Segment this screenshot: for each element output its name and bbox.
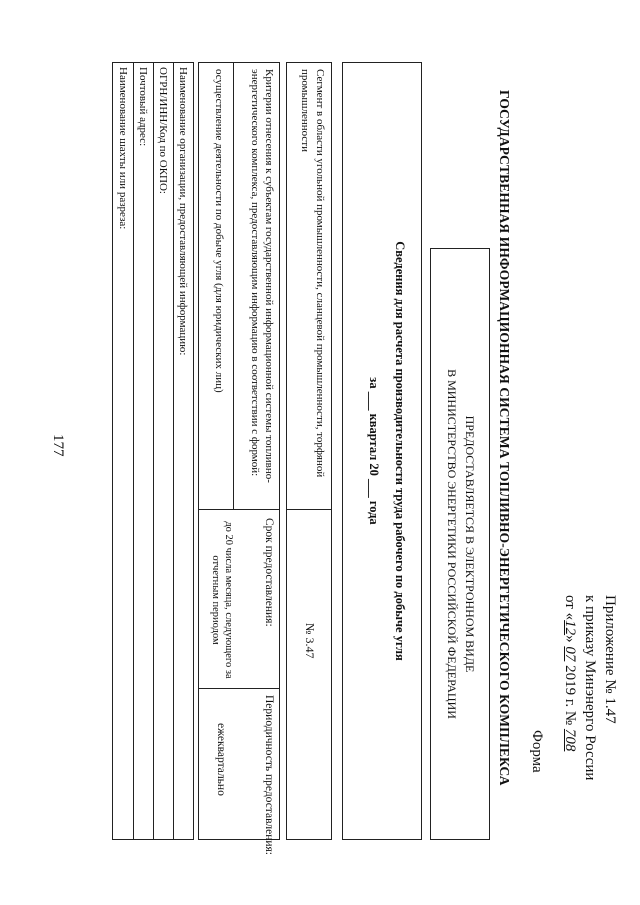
period-header: Периодичность предоставления: [263, 695, 275, 855]
appendix-date-line: от «12» 07 2019 г. № 708 [562, 595, 578, 752]
criteria-table [198, 62, 280, 855]
criteria-divider [233, 63, 234, 509]
term-header: Срок предоставления: [263, 518, 275, 627]
mine-name-field[interactable]: Наименование шахты или разреза: [117, 67, 129, 230]
report-period: за ___ квартал 20 ___ года [367, 377, 381, 525]
form-code: № 3.47 [303, 623, 317, 659]
organization-fields [112, 62, 194, 840]
system-title: ГОСУДАРСТВЕННАЯ ИНФОРМАЦИОННАЯ СИСТЕМА ТОПЛИВНО-ЭНЕРГЕТИЧЕСКОГО КОМПЛЕКСА [497, 90, 512, 786]
appendix-order-ref: к приказу Минэнерго России [582, 595, 598, 781]
org-name-field[interactable]: Наименование организации, предоставляющей информацию: [173, 63, 193, 839]
appendix-number: Приложение № 1.47 [602, 595, 618, 724]
segment-text: Сегмент в области угольной промышленности, сланцевой промышленности, торфяной промышленности [299, 69, 326, 478]
column-divider-2 [199, 688, 279, 689]
appendix-header [560, 595, 620, 815]
org-ids-field[interactable]: ОГРН/ИНН/Код по ОКПО: [153, 63, 173, 839]
period-value: ежеквартально [215, 723, 227, 796]
appendix-order-number: 708 [562, 728, 578, 752]
criteria-activity: осуществление деятельности по добыче угля (для юридических лиц) [213, 69, 225, 393]
form-label: Форма [529, 730, 545, 773]
term-value: до 20 числа месяца, следующего за отчетным периодом [210, 521, 234, 679]
submission-box [430, 248, 490, 840]
appendix-day: 12 [562, 620, 578, 636]
report-title: Сведения для расчета производительности труда рабочего по добыче угля [393, 241, 407, 661]
submission-line-1: ПРЕДОСТАВЛЯЕТСЯ В ЭЛЕКТРОННОМ ВИДЕ [463, 415, 477, 673]
postal-address-field[interactable]: Почтовый адрес: [133, 63, 153, 839]
submission-line-2: В МИНИСТЕРСТВО ЭНЕРГЕТИКИ РОССИЙСКОЙ ФЕДЕРАЦИИ [445, 369, 459, 719]
segment-divider [287, 509, 331, 510]
column-divider-1 [199, 509, 279, 510]
page-number: 177 [50, 434, 66, 457]
segment-box [286, 62, 332, 840]
criteria-text: Критерии отнесения к субъектам государственной информационной системы топливно-энергетического комплекса, предоставляющим информацию в соответствии с формой: [249, 69, 275, 483]
appendix-month: 07 [562, 646, 578, 662]
report-title-box [342, 62, 422, 840]
